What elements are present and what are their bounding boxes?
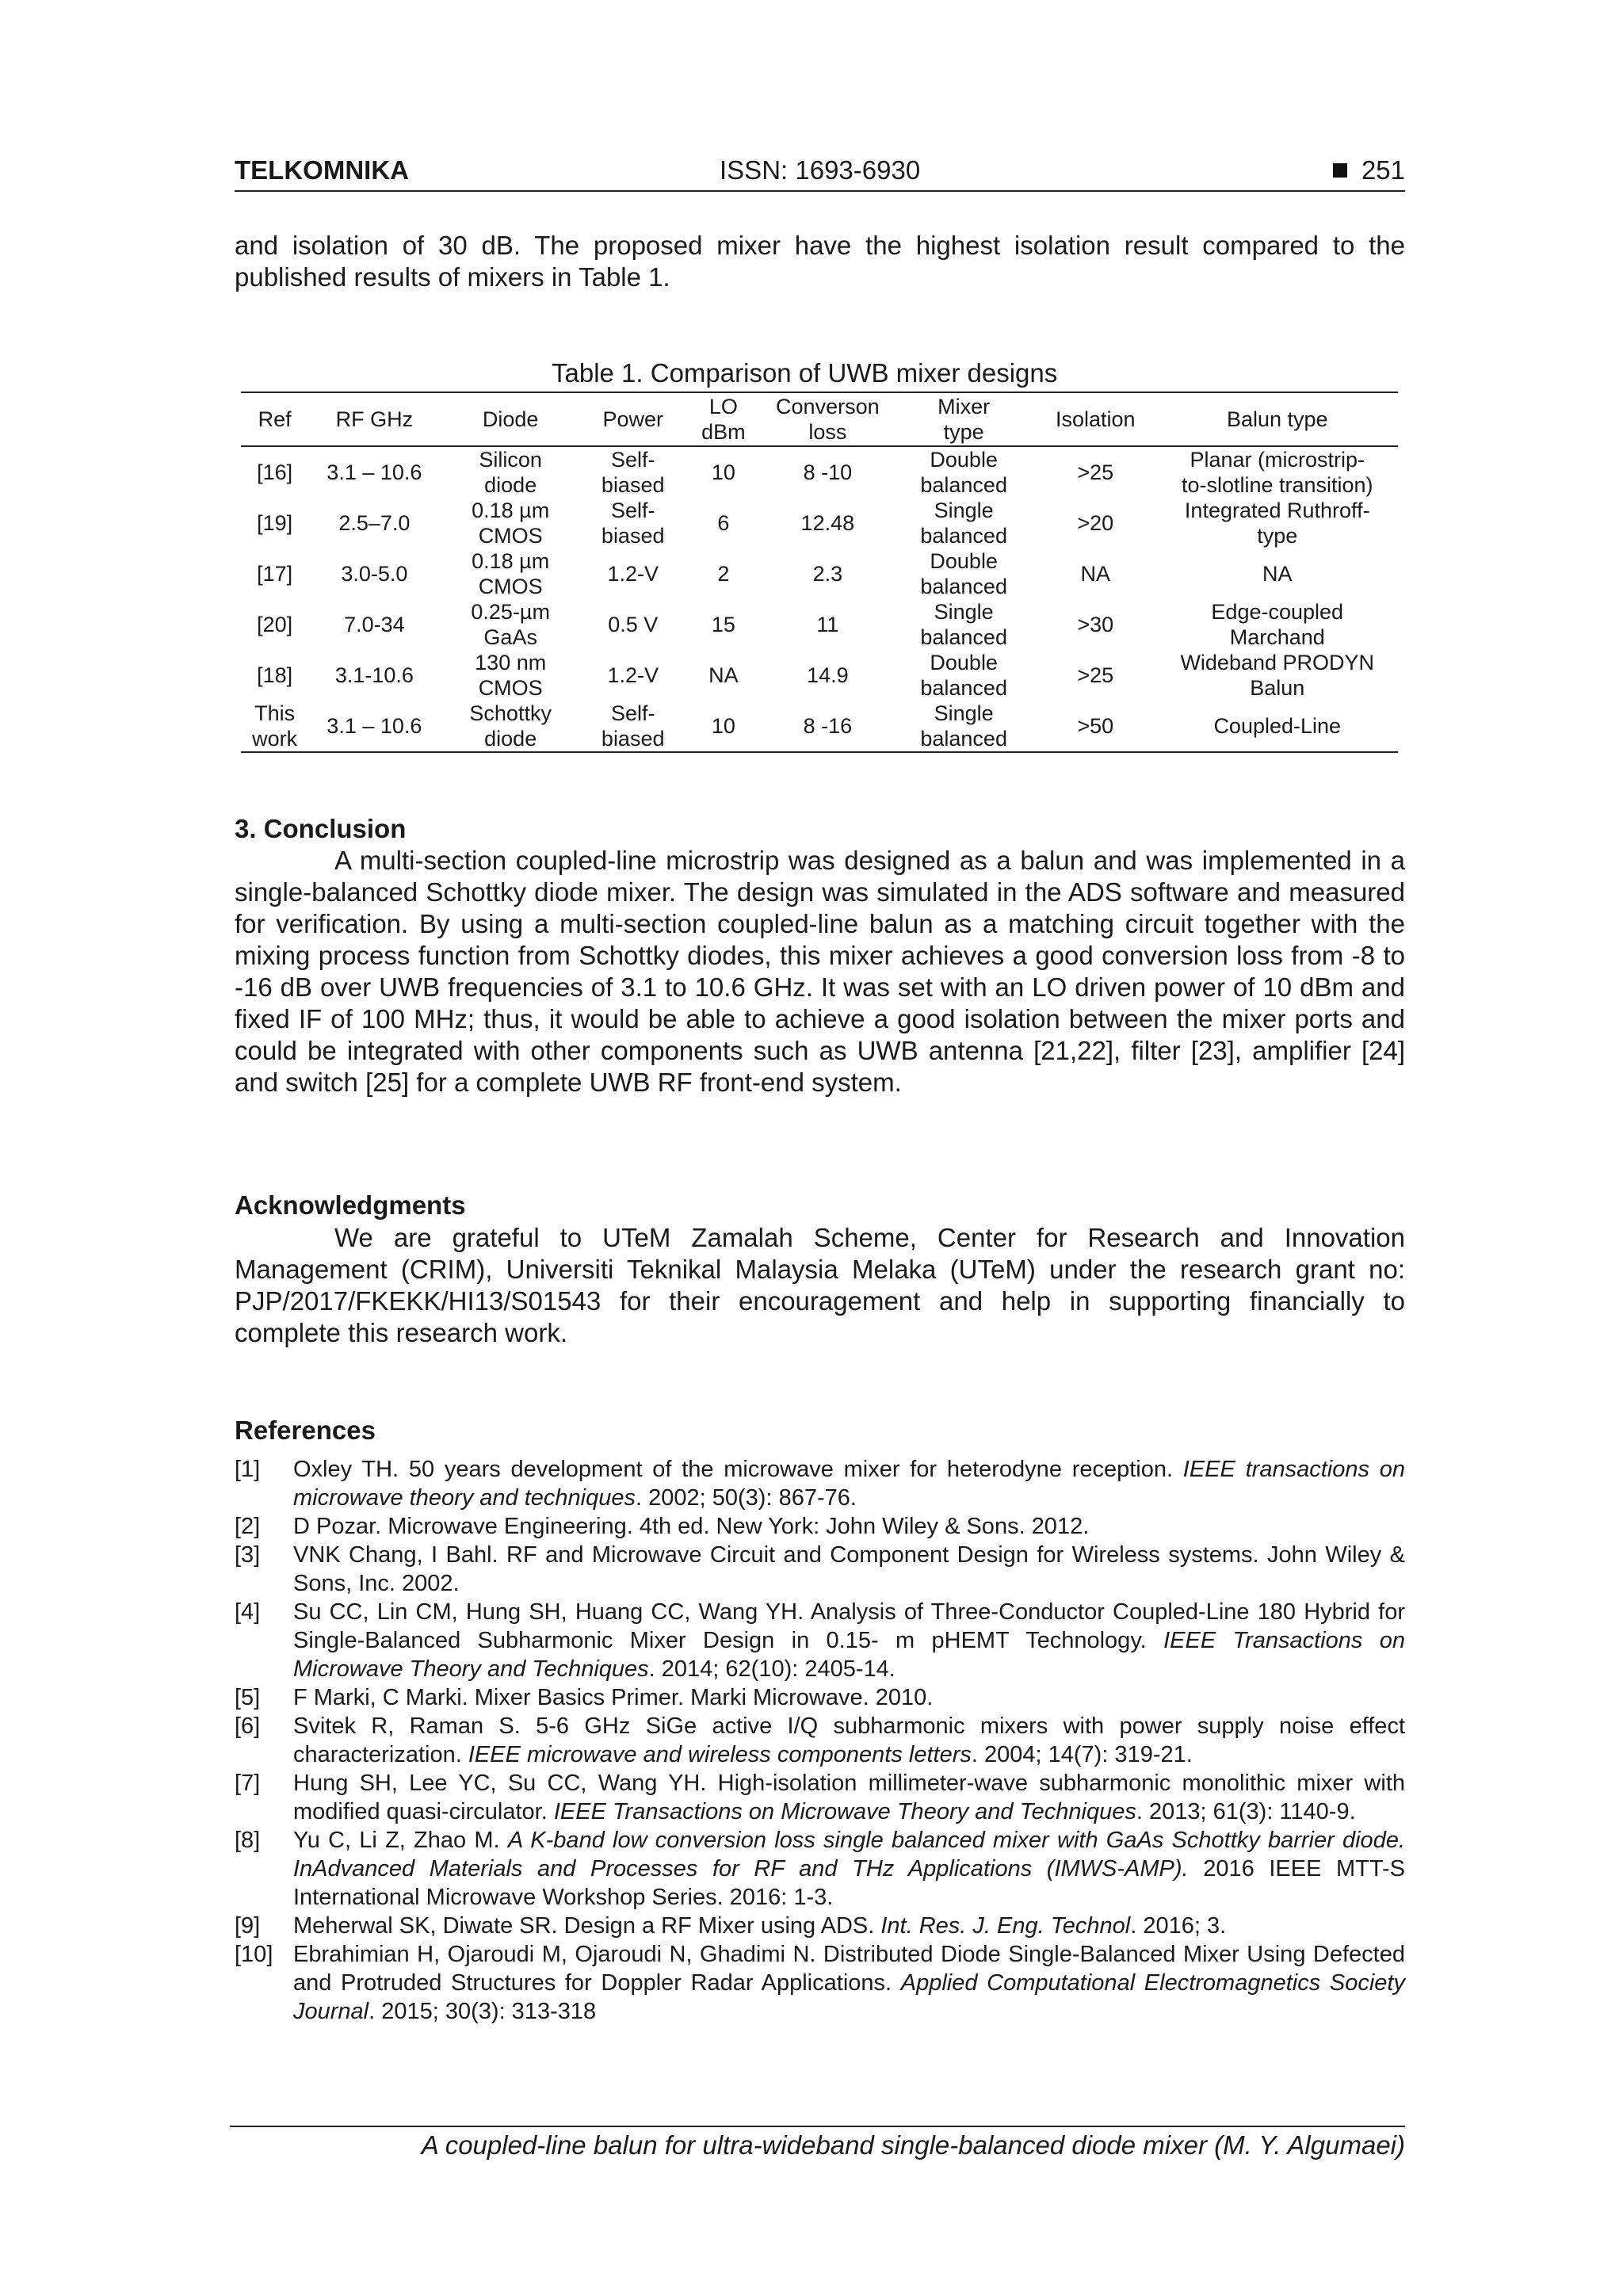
table-cell-line: 0.18 µm [472, 549, 550, 573]
reference-text [293, 1541, 1405, 1598]
running-header [235, 155, 1405, 192]
table-row [241, 548, 1398, 599]
reference-item [235, 1455, 1405, 1512]
table-cell-line: Coupled-Line [1213, 714, 1342, 738]
table-cell-line: to-slotline transition) [1181, 473, 1373, 497]
reference-number: [2] [235, 1514, 261, 1539]
table-cell-line: CMOS [478, 524, 543, 548]
reference-text [293, 1512, 1405, 1541]
table-cell [762, 599, 893, 650]
table-cell [685, 650, 762, 701]
table-cell-line: 8 -16 [803, 714, 853, 738]
table-cell-line: >50 [1077, 714, 1114, 738]
table-cell-line: 12.48 [800, 511, 855, 535]
table-cell-line: Silicon [479, 448, 542, 472]
table-cell [762, 446, 893, 498]
table-cell-line: 3.1-10.6 [334, 663, 414, 687]
table-cell [685, 446, 762, 498]
reference-text [293, 1940, 1405, 2026]
table-cell-line: [17] [257, 562, 293, 586]
table-cell [308, 650, 440, 701]
table-cell-line: biased [601, 524, 665, 548]
column-header-line: Diode [482, 407, 539, 431]
table-cell [893, 701, 1034, 752]
table-cell [762, 701, 893, 752]
column-header-line: RF GHz [335, 407, 414, 431]
reference-source: IEEE transactions on microwave theory and techniques [293, 1457, 1405, 1511]
column-header-line: Power [602, 407, 663, 431]
reference-fragment: Hung SH, Lee YC, Su CC, Wang YH. High-isolation millimeter-wave subharmonic monolithic mixer with modified quasi-circulator. [293, 1771, 1405, 1824]
reference-fragment: Yu C, Li Z, Zhao M. [293, 1828, 508, 1853]
table-cell-line: NA [1080, 562, 1110, 586]
table-cell-line: 6 [717, 511, 730, 535]
table-body [241, 446, 1398, 752]
column-header-line: Mixer [938, 395, 991, 418]
table-cell-line: balanced [920, 524, 1007, 548]
table-cell-line: 1.2-V [607, 663, 659, 687]
table-cell [581, 446, 685, 498]
table-cell [1034, 701, 1157, 752]
table-cell-line: balanced [920, 473, 1007, 497]
column-header [762, 392, 893, 446]
table-cell-line: Wideband PRODYN [1180, 651, 1375, 674]
references-heading: References [235, 1415, 376, 1445]
table-cell-line: 2 [717, 562, 730, 586]
table-cell [308, 548, 440, 599]
table-cell-line: 3.0-5.0 [341, 562, 408, 586]
table-cell-line: work [252, 727, 298, 751]
table-cell [440, 701, 581, 752]
table-cell-line: Self- [610, 448, 655, 472]
table-cell-line: NA [1262, 562, 1293, 586]
reference-number: [10] [235, 1942, 273, 1967]
column-header [1034, 392, 1157, 446]
table-cell [685, 599, 762, 650]
reference-number: [7] [235, 1771, 261, 1796]
table-cell [581, 599, 685, 650]
table-row [241, 701, 1398, 752]
table-cell-line: Marchand [1229, 625, 1325, 649]
footer-rule [230, 2126, 1405, 2127]
reference-source: Int. Res. J. Eng. Technol [880, 1913, 1131, 1939]
table-cell-line: Double [930, 651, 998, 674]
reference-fragment: Ebrahimian H, Ojaroudi M, Ojaroudi N, Ghadimi N. Distributed Diode Single-Balanced Mixer Using Defected and Protruded Structures for Doppler Radar Applications. [293, 1942, 1405, 1996]
table-cell-line: CMOS [478, 575, 543, 598]
reference-item [235, 1940, 1405, 2026]
reference-item [235, 1598, 1405, 1683]
acknowledgments-heading: Acknowledgments [235, 1190, 466, 1220]
table-cell-line: biased [601, 473, 665, 497]
table-cell-line: type [1257, 524, 1298, 548]
table-cell-line: 0.25-µm [471, 600, 550, 624]
column-header [581, 392, 685, 446]
reference-list [235, 1455, 1405, 2026]
reference-number: [6] [235, 1713, 261, 1739]
table-cell [1034, 498, 1157, 548]
table-cell [440, 548, 581, 599]
table-cell-line: biased [601, 727, 665, 751]
reference-number: [4] [235, 1599, 261, 1625]
table-cell-line: [18] [257, 663, 293, 687]
table-cell [308, 446, 440, 498]
table-cell-line: 2.3 [812, 562, 843, 586]
reference-source: IEEE microwave and wireless components letters [468, 1742, 972, 1767]
table-cell [1157, 446, 1399, 498]
table-cell [685, 548, 762, 599]
table-cell-line: [19] [257, 511, 293, 535]
table-cell-line: balanced [920, 625, 1007, 649]
journal-name: TELKOMNIKA [235, 155, 409, 185]
table-cell [1157, 701, 1399, 752]
table-caption: Table 1. Comparison of UWB mixer designs [552, 358, 1058, 388]
table-cell-line: 0.5 V [608, 613, 659, 636]
reference-item [235, 1512, 1405, 1541]
reference-fragment: Su CC, Lin CM, Hung SH, Huang CC, Wang YH. Analysis of Three-Conductor Coupled-Line 180 Hybrid for Single-Balanced Subharmonic Mixer Design in 0.15- m pHEMT Technology. [293, 1599, 1405, 1653]
table-cell [893, 650, 1034, 701]
acknowledgments-text: We are grateful to UTeM Zamalah Scheme, Center for Research and Innovation Management (CRIM), Universiti Teknikal Malaysia Melaka (UTeM) under the research grant no: PJP/2017/FKEKK/HI13/S01543 for their encouragement and help in supporting financially to complete this research work. [235, 1223, 1405, 1347]
table-cell-line: 130 nm [475, 651, 547, 674]
column-header-line: Balun type [1226, 407, 1328, 431]
column-header-line: Ref [258, 407, 292, 431]
table-cell [241, 599, 308, 650]
table-cell-line: Double [930, 448, 998, 472]
column-header-line: type [943, 420, 984, 444]
column-header [893, 392, 1034, 446]
table-cell [685, 701, 762, 752]
reference-number: [3] [235, 1542, 261, 1568]
column-header [1157, 392, 1399, 446]
reference-number: [5] [235, 1685, 261, 1710]
table-cell-line: 11 [816, 613, 839, 636]
reference-text [293, 1912, 1405, 1940]
table-cell-line: 8 -10 [803, 460, 853, 484]
table-cell-line: Self- [610, 701, 655, 725]
table-row [241, 498, 1398, 548]
reference-item [235, 1712, 1405, 1769]
table-cell [1034, 599, 1157, 650]
table-cell [440, 599, 581, 650]
table-cell-line: [16] [257, 460, 293, 484]
table-cell-line: Edge-coupled [1211, 600, 1344, 624]
reference-fragment: . 2015; 30(3): 313-318 [369, 1999, 597, 2024]
reference-text [293, 1769, 1405, 1826]
reference-number: [9] [235, 1913, 261, 1939]
page-number: 251 [1361, 155, 1405, 185]
table-cell-line: >30 [1077, 613, 1114, 636]
table-cell [241, 548, 308, 599]
table-cell [1034, 548, 1157, 599]
column-header-line: LO [708, 395, 738, 418]
reference-text [293, 1455, 1405, 1512]
table-row [241, 446, 1398, 498]
reference-fragment: . 2002; 50(3): 867-76. [636, 1485, 857, 1511]
table-cell-line: 15 [711, 613, 735, 636]
table-cell-line: 3.1 – 10.6 [327, 714, 422, 738]
table-cell [308, 701, 440, 752]
column-header [440, 392, 581, 446]
table-cell [440, 498, 581, 548]
reference-fragment: . 2016; 3. [1130, 1913, 1227, 1939]
table-cell-line: >25 [1077, 663, 1114, 687]
table-cell [762, 650, 893, 701]
column-header [308, 392, 440, 446]
table-cell-line: balanced [920, 575, 1007, 598]
reference-source: A K-band low conversion loss single balanced mixer with GaAs Schottky barrier diode. InAdvanced Materials and Processes for RF and THz Applications (IMWS-AMP). [293, 1828, 1406, 1881]
reference-number: [1] [235, 1457, 261, 1482]
table-cell [581, 498, 685, 548]
table-cell [440, 446, 581, 498]
intro-paragraph: and isolation of 30 dB. The proposed mixer have the highest isolation result compared to the published results of mixers in Table 1. [235, 231, 1405, 292]
reference-fragment: . 2004; 14(7): 319-21. [971, 1742, 1193, 1767]
table-cell [308, 498, 440, 548]
table-cell-line: CMOS [478, 676, 543, 700]
table-cell-line: 3.1 – 10.6 [327, 460, 422, 484]
table-cell-line: Double [930, 549, 998, 573]
table-cell-line: >25 [1077, 460, 1114, 484]
table-cell-line: 0.18 µm [472, 499, 550, 522]
column-header-line: dBm [701, 420, 746, 444]
table-cell [440, 650, 581, 701]
column-header [241, 392, 308, 446]
table-cell [581, 650, 685, 701]
table-cell [241, 446, 308, 498]
reference-text [293, 1712, 1405, 1769]
reference-fragment: D Pozar. Microwave Engineering. 4th ed. New York: John Wiley & Sons. 2012. [293, 1514, 1090, 1539]
table-cell-line: Integrated Ruthroff- [1184, 499, 1370, 522]
table-cell-line: [20] [257, 613, 293, 636]
reference-text [293, 1683, 1405, 1712]
reference-fragment: 2016 IEEE MTT-S International Microwave Workshop Series. 2016: 1-3. [293, 1856, 1405, 1910]
table-cell-line: 10 [711, 460, 735, 484]
table-cell [581, 701, 685, 752]
table-cell-line: Planar (microstrip- [1190, 448, 1365, 472]
reference-fragment: . 2013; 61(3): 1140-9. [1136, 1799, 1356, 1824]
running-footer: A coupled-line balun for ultra-wideband single-balanced diode mixer (M. Y. Algumaei) [421, 2130, 1405, 2160]
table-cell-line: Single [934, 499, 994, 522]
reference-number: [8] [235, 1828, 261, 1853]
table-row [241, 599, 1398, 650]
table-cell-line: diode [484, 473, 537, 497]
reference-fragment: Oxley TH. 50 years development of the microwave mixer for heterodyne reception. [293, 1457, 1183, 1482]
table-cell [893, 498, 1034, 548]
table-cell [762, 498, 893, 548]
column-header-line: Isolation [1055, 407, 1136, 431]
table-cell-line: Single [934, 600, 994, 624]
reference-item [235, 1826, 1405, 1912]
reference-fragment: Svitek R, Raman S. 5-6 GHz SiGe active I/Q subharmonic mixers with power supply noise effect characterization. [293, 1713, 1405, 1767]
table-header-row [241, 392, 1398, 446]
table-cell-line: Balun [1250, 676, 1305, 700]
table-cell [762, 548, 893, 599]
table-row [241, 650, 1398, 701]
conclusion-text: A multi-section coupled-line microstrip was designed as a balun and was implemented in a single-balanced Schottky diode mixer. The design was simulated in the ADS software and measured for verification. By using a multi-section coupled-line balun as a matching circuit together with the mixing process function from Schottky diodes, this mixer achieves a good conversion loss from -8 to -16 dB over UWB frequencies of 3.1 to 10.6 GHz. It was set with an LO driven power of 10 dBm and fixed IF of 100 MHz; thus, it would be able to achieve a good isolation between the mixer ports and could be integrated with other components such as UWB antenna [21,22], filter [23], amplifier [24] and switch [25] for a complete UWB RF front-end system. [235, 846, 1405, 1097]
table-cell-line: Single [934, 701, 994, 725]
table-cell-line: 1.2-V [607, 562, 659, 586]
table-cell [685, 498, 762, 548]
column-header-line: Converson [776, 395, 880, 418]
square-bullet-icon [1333, 163, 1347, 178]
reference-item [235, 1912, 1405, 1940]
page-number-box [1333, 155, 1405, 185]
reference-text [293, 1598, 1405, 1683]
table-cell [581, 548, 685, 599]
table-cell-line: 7.0-34 [344, 613, 405, 636]
table-cell [1157, 498, 1399, 548]
table-cell-line: NA [708, 663, 739, 687]
issn: ISSN: 1693-6930 [720, 155, 921, 185]
table-cell-line: 10 [711, 714, 735, 738]
table-cell [241, 498, 308, 548]
conclusion-heading: 3. Conclusion [235, 814, 407, 843]
table-cell-line: 14.9 [807, 663, 849, 687]
reference-fragment: F Marki, C Marki. Mixer Basics Primer. Marki Microwave. 2010. [293, 1685, 934, 1710]
reference-fragment: VNK Chang, I Bahl. RF and Microwave Circuit and Component Design for Wireless systems. John Wiley & Sons, Inc. 2002. [293, 1542, 1405, 1596]
table-cell-line: >20 [1077, 511, 1114, 535]
column-header-line: loss [808, 420, 847, 444]
table-cell [1034, 650, 1157, 701]
column-header [685, 392, 762, 446]
comparison-table [241, 392, 1398, 753]
table-cell [893, 599, 1034, 650]
table-cell [1157, 650, 1399, 701]
table-cell [1034, 446, 1157, 498]
table-cell-line: 2.5–7.0 [338, 511, 411, 535]
table-cell-line: This [254, 701, 296, 725]
table-cell [241, 701, 308, 752]
reference-item [235, 1541, 1405, 1598]
table-cell [893, 548, 1034, 599]
reference-source: IEEE Transactions on Microwave Theory and Techniques [553, 1799, 1136, 1824]
table-cell [308, 599, 440, 650]
table-cell-line: Schottky [469, 701, 552, 725]
table-cell-line: Self- [610, 499, 655, 522]
table-cell-line: balanced [920, 676, 1007, 700]
reference-item [235, 1769, 1405, 1826]
reference-fragment: . 2014; 62(10): 2405-14. [648, 1656, 896, 1682]
reference-item [235, 1683, 1405, 1712]
table-cell-line: balanced [920, 727, 1007, 751]
table-cell [241, 650, 308, 701]
table-cell [1157, 599, 1399, 650]
reference-source: Applied Computational Electromagnetics Society Journal [293, 1970, 1405, 2024]
table-cell [893, 446, 1034, 498]
table-cell-line: GaAs [483, 625, 537, 649]
reference-source: IEEE Transactions on Microwave Theory and Techniques [293, 1628, 1405, 1682]
reference-text [293, 1826, 1405, 1912]
table-cell-line: diode [484, 727, 537, 751]
reference-fragment: Meherwal SK, Diwate SR. Design a RF Mixer using ADS. [293, 1913, 881, 1939]
table-cell [1157, 548, 1399, 599]
